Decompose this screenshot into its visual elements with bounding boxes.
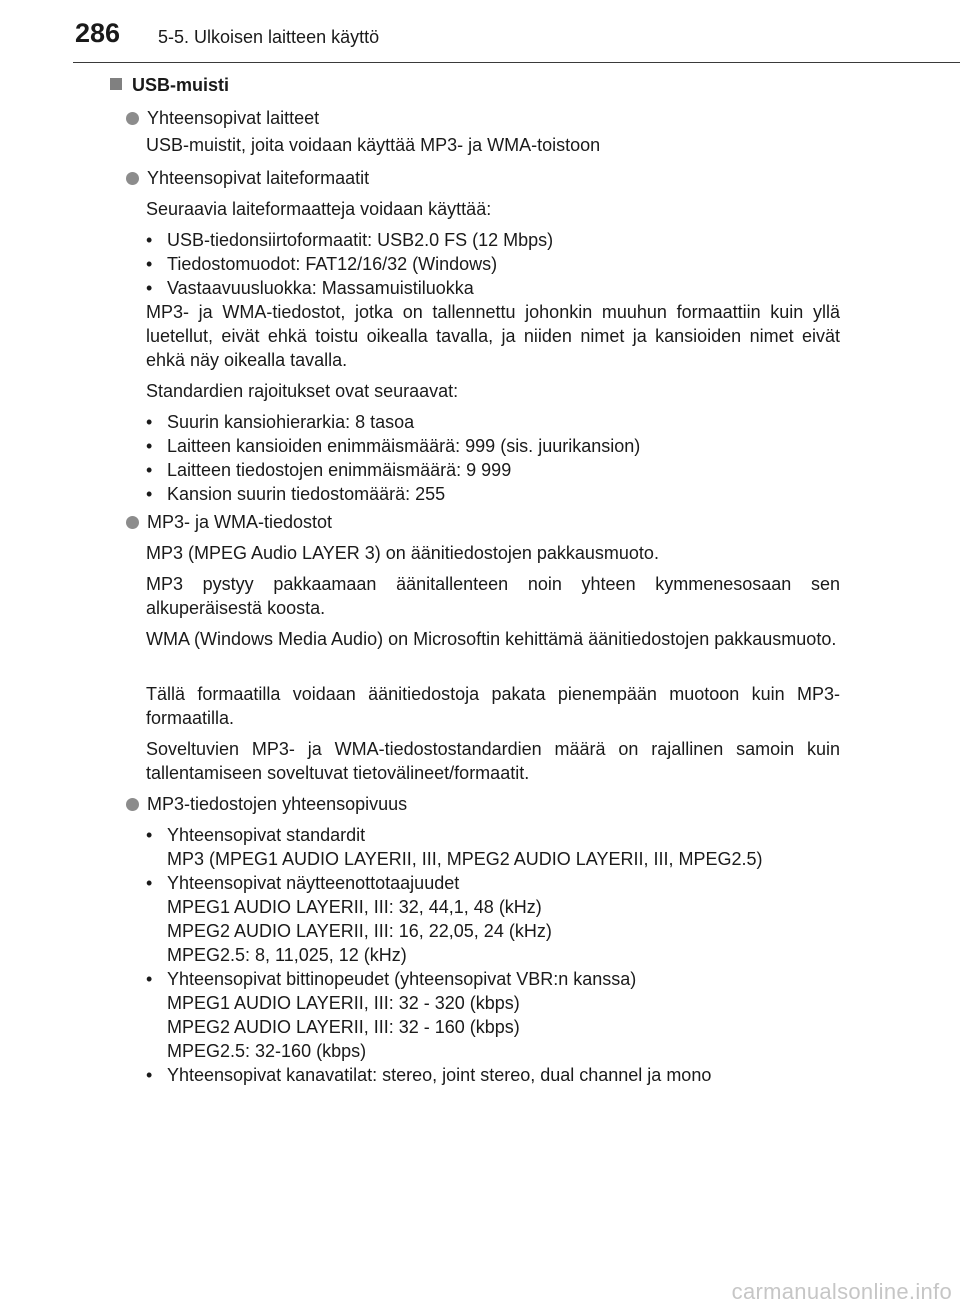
list-item: • Vastaavuusluokka: Massamuistiluokka — [146, 278, 474, 298]
list-item: • Yhteensopivat näytteenottotaajuudet — [146, 873, 460, 893]
bullet-mp3-compatibility — [126, 792, 407, 816]
list-item: • Laitteen kansioiden enimmäismäärä: 999 (sis. juurikansion) — [146, 436, 641, 456]
list-item-detail: MPEG2 AUDIO LAYERII, III: 32 - 160 (kbps) — [167, 1017, 520, 1037]
watermark-text: carmanualsonline.info — [731, 1279, 952, 1304]
round-bullet-icon — [126, 798, 139, 811]
bullet-title: Yhteensopivat laitteet — [147, 108, 320, 128]
bullet-title: MP3- ja WMA-tiedostot — [147, 512, 333, 532]
list-item: • Yhteensopivat bittinopeudet (yhteensopivat VBR:n kanssa) — [146, 969, 637, 989]
square-bullet-icon — [110, 78, 122, 90]
round-bullet-icon — [126, 516, 139, 529]
bullet-compatible-devices — [126, 106, 319, 130]
list-item: • USB-tiedonsiirtoformaatit: USB2.0 FS (12 Mbps) — [146, 230, 554, 250]
header-divider — [73, 62, 960, 63]
round-bullet-icon — [126, 172, 139, 185]
paragraph: MP3- ja WMA-tiedostot, jotka on tallennettu johonkin muuhun formaattiin kuin yllä luetellut, eivät ehkä toistu oikealla tavalla, ja niiden nimet ja kansioiden nimet eivät ehkä näy oikealla tavalla. — [146, 302, 840, 370]
list-item-detail: MPEG2.5: 8, 11,025, 12 (kHz) — [167, 945, 407, 965]
list-item-detail: MPEG2.5: 32-160 (kbps) — [167, 1041, 367, 1061]
list-item: • Kansion suurin tiedostomäärä: 255 — [146, 484, 446, 504]
list-item-detail: MPEG1 AUDIO LAYERII, III: 32 - 320 (kbps) — [167, 993, 520, 1013]
list-item: • Suurin kansiohierarkia: 8 tasoa — [146, 412, 415, 432]
list-item: • Yhteensopivat kanavatilat: stereo, joint stereo, dual channel ja mono — [146, 1065, 712, 1085]
paragraph: Soveltuvien MP3- ja WMA-tiedostostandardien määrä on rajallinen samoin kuin tallentamiseen soveltuvat tietovälineet/formaatit. — [146, 739, 840, 783]
bullet-title: MP3-tiedostojen yhteensopivuus — [147, 794, 408, 814]
paragraph: MP3 pystyy pakkaamaan äänitallenteen noin yhteen kymmenesosaan sen alkuperäisestä koosta. — [146, 574, 840, 618]
list-item-detail: MPEG2 AUDIO LAYERII, III: 16, 22,05, 24 (kHz) — [167, 921, 552, 941]
bullet-title: Yhteensopivat laiteformaatit — [147, 168, 370, 188]
section-heading — [110, 73, 229, 97]
paragraph: Tällä formaatilla voidaan äänitiedostoja pakata pienempään muotoon kuin MP3-formaatilla. — [146, 684, 840, 728]
list-item: • Tiedostomuodot: FAT12/16/32 (Windows) — [146, 254, 498, 274]
list-item: • Yhteensopivat standardit — [146, 825, 366, 845]
section-heading-text: USB-muisti — [132, 75, 230, 95]
bullet-device-formats — [126, 166, 369, 190]
bullet-mp3-wma-files — [126, 510, 332, 534]
paragraph: MP3 (MPEG Audio LAYER 3) on äänitiedostojen pakkausmuoto. — [146, 543, 659, 563]
list-item: • Laitteen tiedostojen enimmäismäärä: 9 999 — [146, 460, 512, 480]
list-item-detail: MPEG1 AUDIO LAYERII, III: 32, 44,1, 48 (kHz) — [167, 897, 542, 917]
paragraph: Standardien rajoitukset ovat seuraavat: — [146, 381, 459, 401]
list-item-detail: MP3 (MPEG1 AUDIO LAYERII, III, MPEG2 AUDIO LAYERII, III, MPEG2.5) — [167, 849, 763, 869]
paragraph: WMA (Windows Media Audio) on Microsoftin kehittämä äänitiedostojen pakkausmuoto. — [146, 629, 837, 649]
paragraph: Seuraavia laiteformaatteja voidaan käyttää: — [146, 199, 492, 219]
paragraph: USB-muistit, joita voidaan käyttää MP3- ja WMA-toistoon — [146, 135, 601, 155]
section-title: 5-5. Ulkoisen laitteen käyttö — [158, 27, 380, 47]
round-bullet-icon — [126, 112, 139, 125]
page-number: 286 — [75, 18, 121, 48]
